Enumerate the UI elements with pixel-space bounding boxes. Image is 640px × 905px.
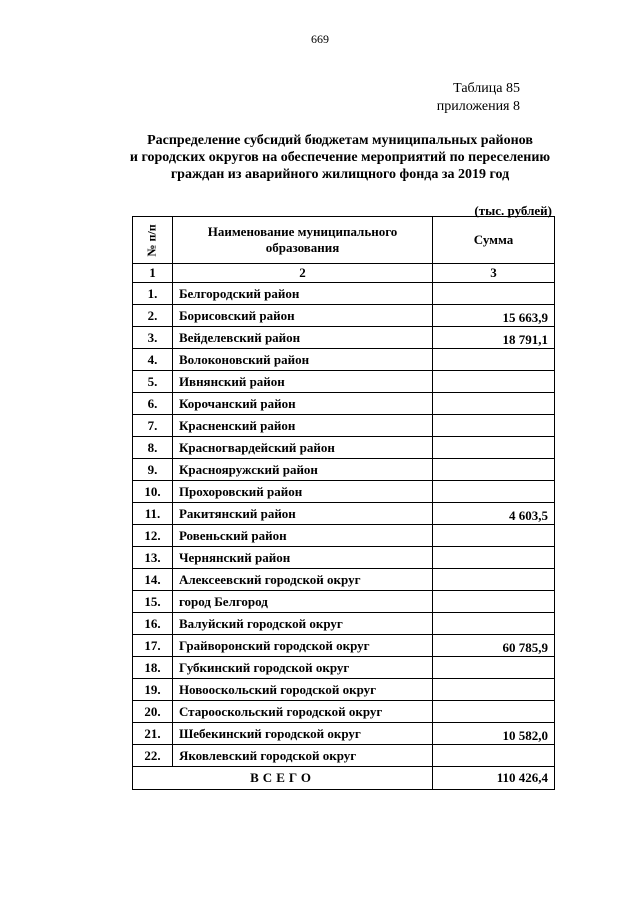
row-sum — [433, 679, 555, 701]
row-sum — [433, 459, 555, 481]
table-row — [133, 679, 555, 701]
row-number: 6. — [133, 393, 173, 415]
row-sum — [433, 437, 555, 459]
table-row — [133, 349, 555, 371]
row-name: Старооскольский городской округ — [172, 701, 432, 723]
row-sum — [433, 657, 555, 679]
table-row — [133, 547, 555, 569]
table-row — [133, 393, 555, 415]
row-name: Ивнянский район — [172, 371, 432, 393]
row-name: Грайворонский городской округ — [172, 635, 432, 657]
table-reference-line2: приложения 8 — [436, 99, 520, 114]
row-number: 13. — [133, 547, 173, 569]
column-number: 2 — [172, 264, 432, 283]
row-number: 2. — [133, 305, 173, 327]
row-name: Борисовский район — [172, 305, 432, 327]
row-name: Волоконовский район — [172, 349, 432, 371]
row-sum — [433, 701, 555, 723]
row-number: 4. — [133, 349, 173, 371]
row-sum: 18 791,1 — [433, 327, 555, 349]
table-row — [133, 635, 555, 657]
row-name: Чернянский район — [172, 547, 432, 569]
row-number: 19. — [133, 679, 173, 701]
document-title-line2: и городских округов на обеспечение мероприятий по переселению — [129, 150, 551, 165]
subsidy-table — [132, 216, 555, 790]
row-number: 8. — [133, 437, 173, 459]
row-name: Вейделевский район — [172, 327, 432, 349]
row-sum — [433, 569, 555, 591]
row-number: 1. — [133, 283, 173, 305]
table-row — [133, 525, 555, 547]
document-title-line1: Распределение субсидий бюджетам муниципальных районов — [147, 133, 533, 148]
row-name: Валуйский городской округ — [172, 613, 432, 635]
total-row — [133, 767, 555, 790]
table-row — [133, 569, 555, 591]
table-row — [133, 415, 555, 437]
units-label: (тыс. рублей) — [474, 203, 552, 218]
header-sum: Сумма — [433, 217, 555, 264]
row-sum: 60 785,9 — [433, 635, 555, 657]
table-row — [133, 503, 555, 525]
row-number: 14. — [133, 569, 173, 591]
table-row — [133, 657, 555, 679]
table-body — [133, 283, 555, 767]
row-number: 9. — [133, 459, 173, 481]
row-name: Ровеньский район — [172, 525, 432, 547]
row-number: 15. — [133, 591, 173, 613]
header-num — [133, 217, 173, 264]
table-row — [133, 745, 555, 767]
row-sum: 4 603,5 — [433, 503, 555, 525]
row-number: 22. — [133, 745, 173, 767]
row-sum — [433, 371, 555, 393]
row-sum — [433, 283, 555, 305]
header-name — [172, 217, 432, 264]
row-sum: 15 663,9 — [433, 305, 555, 327]
row-number: 16. — [133, 613, 173, 635]
table-row — [133, 283, 555, 305]
row-name: Белгородский район — [172, 283, 432, 305]
row-name: Шебекинский городской округ — [172, 723, 432, 745]
table-row — [133, 701, 555, 723]
row-number: 7. — [133, 415, 173, 437]
total-sum: 110 426,4 — [433, 767, 555, 790]
table-row — [133, 437, 555, 459]
table-row — [133, 591, 555, 613]
row-sum — [433, 745, 555, 767]
row-sum — [433, 525, 555, 547]
table-header-row — [133, 217, 555, 264]
row-name: Краснояружский район — [172, 459, 432, 481]
header-name-line1: Наименование муниципального — [207, 224, 398, 239]
row-name: Губкинский городской округ — [172, 657, 432, 679]
row-number: 21. — [133, 723, 173, 745]
total-label: ВСЕГО — [133, 767, 433, 790]
row-number: 20. — [133, 701, 173, 723]
header-num-label: № п/п — [144, 224, 159, 257]
row-name: Новооскольский городской округ — [172, 679, 432, 701]
row-sum — [433, 481, 555, 503]
row-number: 17. — [133, 635, 173, 657]
header-name-line2: образования — [265, 240, 340, 255]
row-name: Алексеевский городской округ — [172, 569, 432, 591]
row-sum: 10 582,0 — [433, 723, 555, 745]
table-row — [133, 305, 555, 327]
document-title-line3: граждан из аварийного жилищного фонда за 2019 год — [170, 167, 510, 182]
row-name: Прохоровский район — [172, 481, 432, 503]
row-number: 10. — [133, 481, 173, 503]
row-name: Корочанский район — [172, 393, 432, 415]
table-row — [133, 613, 555, 635]
column-number: 3 — [433, 264, 555, 283]
table-row — [133, 481, 555, 503]
column-number-row — [133, 264, 555, 283]
row-name: Красногвардейский район — [172, 437, 432, 459]
row-number: 5. — [133, 371, 173, 393]
row-number: 12. — [133, 525, 173, 547]
row-number: 11. — [133, 503, 173, 525]
row-sum — [433, 393, 555, 415]
row-sum — [433, 415, 555, 437]
table-reference — [340, 80, 520, 116]
table-row — [133, 371, 555, 393]
table-row — [133, 459, 555, 481]
row-number: 18. — [133, 657, 173, 679]
page-number: 669 — [311, 32, 329, 46]
document-title — [80, 132, 600, 183]
row-name: город Белгород — [172, 591, 432, 613]
column-number: 1 — [133, 264, 173, 283]
row-name: Красненский район — [172, 415, 432, 437]
row-sum — [433, 613, 555, 635]
row-sum — [433, 547, 555, 569]
row-sum — [433, 591, 555, 613]
row-number: 3. — [133, 327, 173, 349]
row-name: Яковлевский городской округ — [172, 745, 432, 767]
table-row — [133, 327, 555, 349]
row-name: Ракитянский район — [172, 503, 432, 525]
row-sum — [433, 349, 555, 371]
table-row — [133, 723, 555, 745]
table-reference-line1: Таблица 85 — [453, 81, 520, 96]
